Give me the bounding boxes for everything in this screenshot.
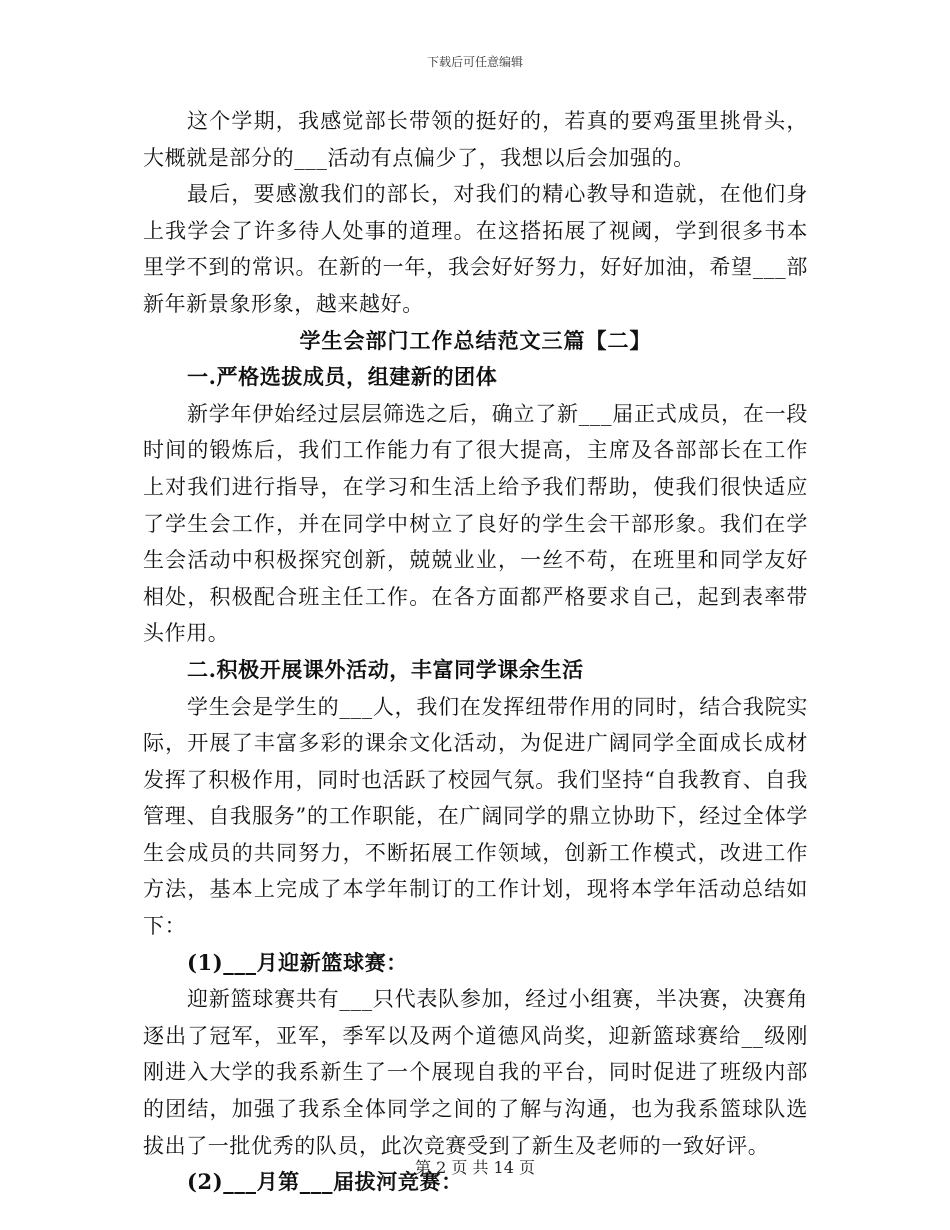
- page-header: 下载后可任意编辑: [426, 55, 523, 69]
- paragraph: 这个学期，我感觉部长带领的挺好的，若真的要鸡蛋里挑骨头，大概就是部分的___活动有点偏少了，我想以后会加强的。: [143, 109, 808, 170]
- paragraph: 新学年伊始经过层层筛选之后，确立了新___届正式成员，在一段时间的锻炼后，我们工作能力有了很大提高，主席及各部部长在工作上对我们进行指导，在学习和生活上给予我们帮助，使我们很快适应了学生会工作，并在同学中树立了良好的学生会干部形象。我们在学生会活动中积极探究创新，兢兢业业，一丝不苟，在班里和同学友好相处，积极配合班主任工作。在各方面都严格要求自己，起到表率带头作用。: [143, 401, 808, 646]
- page-footer: 第 2 页 共 14 页: [415, 1158, 535, 1177]
- section-heading: 一.严格选拔成员，组建新的团体: [187, 364, 498, 390]
- paragraph: 学生会是学生的___人，我们在发挥纽带作用的同时，结合我院实际，开展了丰富多彩的课余文化活动，为促进广阔同学全面成长成材发挥了积极作用，同时也活跃了校园气氛。我们坚持“自我教育、自我管理、自我服务”的工作职能，在广阔同学的鼎立协助下，经过全体学生会成员的共同努力，不断拓展工作领域，创新工作模式，改进工作方法，基本上完成了本学年制订的工作计划，现将本学年活动总结如下：: [143, 694, 808, 939]
- subsection-heading: (2)___月第___届拔河竞赛：: [187, 1169, 463, 1195]
- document-body: [143, 103, 808, 1201]
- paragraph: 最后，要感激我们的部长，对我们的精心教导和造就，在他们身上我学会了许多待人处事的道理。在这搭拓展了视阈，学到很多书本里学不到的常识。在新的一年，我会好好努力，好好加油，希望___部新年新景象形象，越来越好。: [143, 182, 808, 316]
- paragraph: 迎新篮球赛共有___只代表队参加，经过小组赛，半决赛，决赛角逐出了冠军，亚军，季军以及两个道德风尚奖，迎新篮球赛给__级刚刚进入大学的我系新生了一个展现自我的平台，同时促进了班级内部的团结，加强了我系全体同学之间的了解与沟通，也为我系篮球队选拔出了一批优秀的队员，此次竞赛受到了新生及老师的一致好评。: [143, 987, 808, 1158]
- subsection-heading: (1)___月迎新篮球赛：: [187, 949, 408, 975]
- section-title: 学生会部门工作总结范文三篇【二】: [299, 327, 652, 353]
- section-heading: 二.积极开展课外活动，丰富同学课余生活: [187, 656, 584, 682]
